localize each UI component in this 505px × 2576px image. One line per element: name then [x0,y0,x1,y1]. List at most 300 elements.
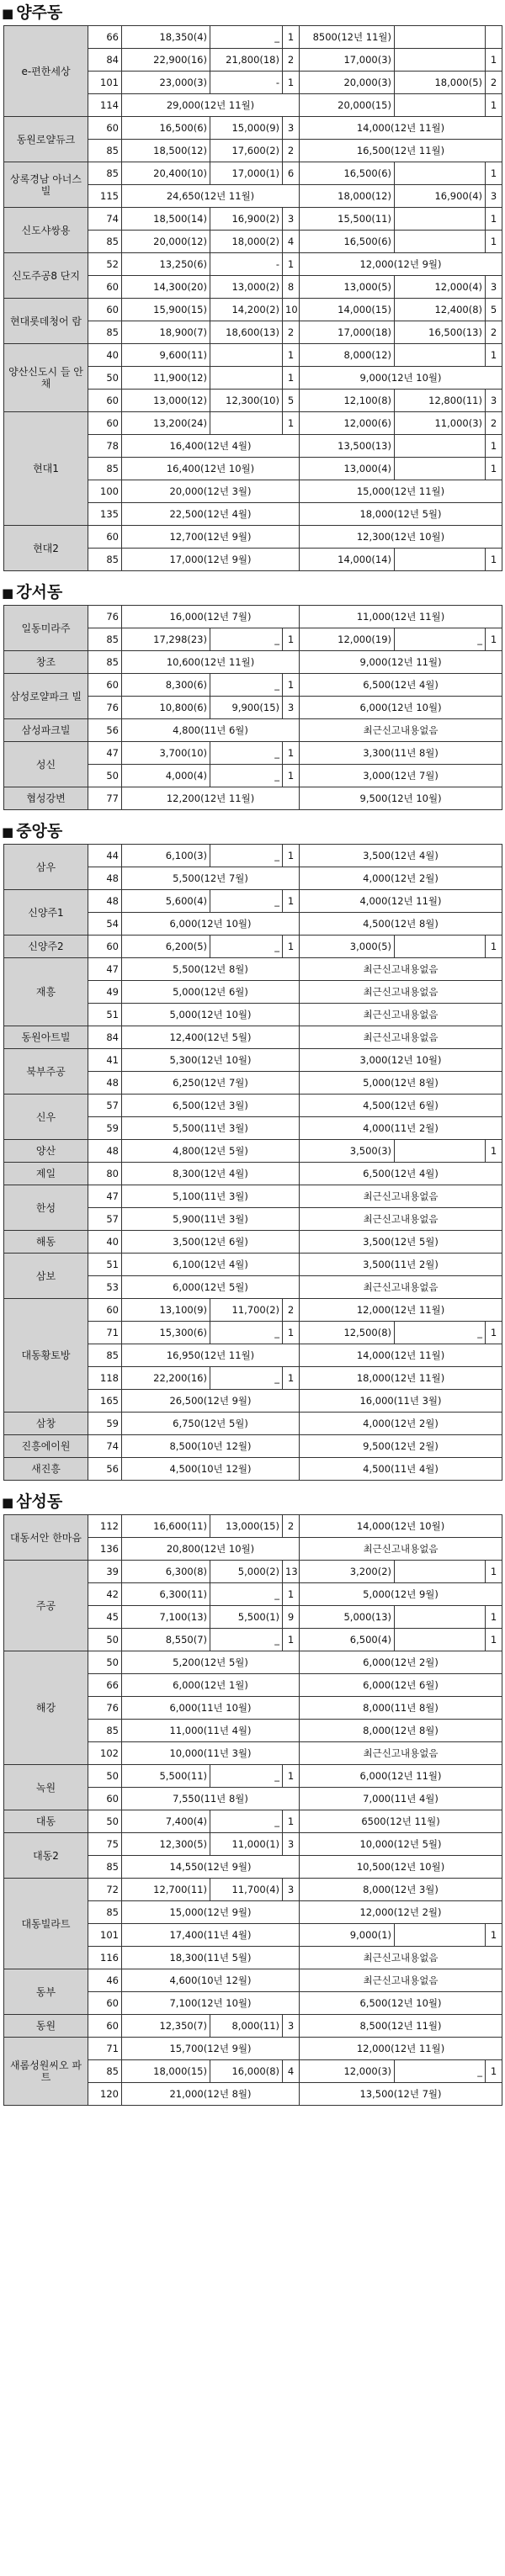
area-cell: 51 [88,1254,122,1276]
jeonse-count: 1 [486,435,502,458]
sale-price-merged: 5,000(12년 6월) [122,981,300,1004]
complex-name: 제일 [4,1163,88,1185]
sale-price-merged: 6,500(12년 3월) [122,1095,300,1117]
jeonse-count [486,26,502,49]
sale-price-high: 3,700(10) [122,742,210,765]
complex-name: 대동황토방 [4,1299,88,1413]
area-cell: 78 [88,435,122,458]
area-cell: 102 [88,1742,122,1765]
area-cell: 60 [88,276,122,299]
sale-price-low: _ [210,1765,283,1788]
section-title [0,580,505,605]
area-cell: 60 [88,1299,122,1322]
sale-price-low: 11,700(4) [210,1879,283,1901]
sale-price-low: _ [210,1810,283,1833]
jeonse-price-merged: 8,000(12년 3월) [300,1879,502,1901]
area-cell: 84 [88,49,122,72]
sale-price-high: 14,300(20) [122,276,210,299]
sale-price-low: 17,000(1) [210,162,283,185]
jeonse-price-merged: 3,500(11년 2월) [300,1254,502,1276]
jeonse-price-low [395,94,486,117]
sale-count: 1 [283,1629,300,1651]
jeonse-price-merged: 12,000(12년 9월) [300,253,502,276]
jeonse-price-merged: 10,000(12년 5월) [300,1833,502,1856]
sale-price-high: 6,200(5) [122,936,210,958]
sale-price-high: 13,100(9) [122,1299,210,1322]
jeonse-price-low [395,49,486,72]
area-cell: 40 [88,344,122,367]
table-row [4,253,502,276]
area-cell: 60 [88,1992,122,2015]
table-row [4,845,502,867]
area-cell: 50 [88,1651,122,1674]
sale-price-merged: 7,550(11년 8월) [122,1788,300,1810]
sale-price-merged: 6,750(12년 5월) [122,1413,300,1435]
jeonse-price-merged: 3,000(12년 10월) [300,1049,502,1072]
complex-name: 북부주공 [4,1049,88,1095]
sale-price-merged: 5,500(11년 3월) [122,1117,300,1140]
sale-price-low: 5,000(2) [210,1561,283,1583]
area-cell: 50 [88,1765,122,1788]
complex-name: e-편한세상 [4,26,88,117]
jeonse-price-merged: 최근신고내용없음 [300,981,502,1004]
jeonse-price-low [395,344,486,367]
jeonse-price-merged: 9,500(12년 2월) [300,1435,502,1458]
table-row [4,344,502,367]
complex-name: 새진흥 [4,1458,88,1481]
sale-price-merged: 12,700(12년 9월) [122,526,300,549]
area-cell: 57 [88,1095,122,1117]
sale-price-high: 12,350(7) [122,2015,210,2038]
table-row [4,742,502,765]
table-row [4,1140,502,1163]
jeonse-price-high: 3,000(5) [300,936,395,958]
sale-price-merged: 12,200(12년 11월) [122,787,300,810]
complex-name: 일동미라주 [4,606,88,651]
sale-price-high: 18,500(14) [122,208,210,231]
area-cell: 72 [88,1879,122,1901]
area-cell: 85 [88,162,122,185]
sale-count: 1 [283,1367,300,1390]
sale-price-low: _ [210,890,283,913]
sale-price-merged: 5,500(12년 8월) [122,958,300,981]
jeonse-count: 1 [486,1606,502,1629]
jeonse-price-merged: 14,000(12년 11월) [300,1344,502,1367]
sale-count: 1 [283,1810,300,1833]
area-cell: 85 [88,628,122,651]
sale-price-low: _ [210,936,283,958]
area-cell: 85 [88,1344,122,1367]
sale-count: 4 [283,231,300,253]
table-row [4,1879,502,1901]
jeonse-count: 2 [486,412,502,435]
sale-price-low: 13,000(2) [210,276,283,299]
sale-count: 1 [283,742,300,765]
sale-price-merged: 14,550(12년 9월) [122,1856,300,1879]
sale-count: 1 [283,890,300,913]
complex-name: 대동 [4,1810,88,1833]
sale-price-high: 16,500(6) [122,117,210,140]
square-bullet-icon: ■ [2,6,14,21]
table-row [4,1651,502,1674]
jeonse-price-merged: 최근신고내용없음 [300,1004,502,1026]
jeonse-price-low [395,208,486,231]
jeonse-price-merged: 최근신고내용없음 [300,1538,502,1561]
sale-count: 2 [283,321,300,344]
sale-price-merged: 17,400(11년 4월) [122,1924,300,1947]
jeonse-count: 1 [486,936,502,958]
area-cell: 39 [88,1561,122,1583]
jeonse-price-merged: 최근신고내용없음 [300,1185,502,1208]
sale-price-low: 16,900(2) [210,208,283,231]
table-row [4,1049,502,1072]
sale-count: 1 [283,674,300,697]
sale-price-high: 13,200(24) [122,412,210,435]
jeonse-price-high: 16,500(6) [300,231,395,253]
jeonse-price-merged: 12,000(12년 2월) [300,1901,502,1924]
area-cell: 112 [88,1515,122,1538]
jeonse-price-merged: 18,000(12년 11월) [300,1367,502,1390]
sale-price-low: _ [210,26,283,49]
jeonse-price-merged: 6,000(12년 11월) [300,1765,502,1788]
table-row [4,1095,502,1117]
jeonse-price-high: 3,200(2) [300,1561,395,1583]
sale-price-high: 18,500(12) [122,140,210,162]
sale-count: 5 [283,390,300,412]
sale-price-merged: 8,500(10년 12월) [122,1435,300,1458]
sale-count: 2 [283,49,300,72]
sale-price-high: 9,600(11) [122,344,210,367]
sale-price-high: 17,298(23) [122,628,210,651]
jeonse-price-merged: 최근신고내용없음 [300,958,502,981]
area-cell: 115 [88,185,122,208]
sale-price-high: 15,900(15) [122,299,210,321]
jeonse-price-low [395,1140,486,1163]
area-cell: 60 [88,674,122,697]
table-row [4,787,502,810]
table-row [4,1299,502,1322]
jeonse-price-low: 12,400(8) [395,299,486,321]
sale-count: 2 [283,140,300,162]
area-cell: 85 [88,458,122,480]
jeonse-price-low [395,458,486,480]
area-cell: 60 [88,2015,122,2038]
sale-count: 8 [283,276,300,299]
sale-count: 10 [283,299,300,321]
sale-price-high: 20,400(10) [122,162,210,185]
jeonse-price-high: 20,000(15) [300,94,395,117]
sale-price-high: 22,200(16) [122,1367,210,1390]
sale-count: 1 [283,1765,300,1788]
jeonse-price-merged: 5,000(12년 8월) [300,1072,502,1095]
jeonse-count: 1 [486,1629,502,1651]
jeonse-price-high: 12,500(8) [300,1322,395,1344]
table-row [4,1231,502,1254]
sale-price-merged: 5,500(12년 7월) [122,867,300,890]
section-title [0,0,505,25]
jeonse-price-high: 12,000(6) [300,412,395,435]
area-cell: 71 [88,2038,122,2060]
jeonse-count: 2 [486,72,502,94]
jeonse-count: 1 [486,549,502,571]
sale-price-high: 6,300(11) [122,1583,210,1606]
jeonse-count: 1 [486,49,502,72]
section-1 [0,0,505,571]
complex-name: 신도샤쌍용 [4,208,88,253]
sale-price-high: 5,500(11) [122,1765,210,1788]
sale-price-merged: 17,000(12년 9월) [122,549,300,571]
area-cell: 77 [88,787,122,810]
jeonse-price-low: _ [395,628,486,651]
jeonse-price-low: 12,000(4) [395,276,486,299]
sale-price-high: 16,600(11) [122,1515,210,1538]
table-row [4,674,502,697]
complex-name: 양산신도시 들 안채 [4,344,88,412]
area-cell: 49 [88,981,122,1004]
jeonse-price-merged: 최근신고내용없음 [300,1026,502,1049]
area-cell: 100 [88,480,122,503]
area-cell: 85 [88,140,122,162]
sale-count: 3 [283,117,300,140]
jeonse-price-high: 8500(12년 11월) [300,26,395,49]
jeonse-price-merged: 6,000(12년 2월) [300,1651,502,1674]
sale-count: 1 [283,936,300,958]
jeonse-price-merged: 4,500(11년 4월) [300,1458,502,1481]
sale-price-high: 18,000(15) [122,2060,210,2083]
complex-name: 삼창 [4,1413,88,1435]
complex-name: 상록경남 아너스빌 [4,162,88,208]
sale-price-high: 12,700(11) [122,1879,210,1901]
sale-price-merged: 16,950(12년 11월) [122,1344,300,1367]
sale-price-low: _ [210,1583,283,1606]
complex-name: 현대2 [4,526,88,571]
sale-price-low: 18,600(13) [210,321,283,344]
table-row [4,1413,502,1435]
section-2 [0,580,505,810]
sale-price-low: _ [210,628,283,651]
jeonse-price-low: 16,900(4) [395,185,486,208]
sale-price-merged: 8,300(12년 4월) [122,1163,300,1185]
jeonse-price-merged: 최근신고내용없음 [300,1742,502,1765]
jeonse-price-merged: 6500(12년 11월) [300,1810,502,1833]
square-bullet-icon: ■ [2,824,14,840]
area-cell: 66 [88,26,122,49]
area-cell: 53 [88,1276,122,1299]
area-cell: 116 [88,1947,122,1969]
sale-price-low: - [210,72,283,94]
area-cell: 48 [88,1072,122,1095]
jeonse-count: 1 [486,1140,502,1163]
complex-name: 동부 [4,1969,88,2015]
jeonse-price-high: 16,500(6) [300,162,395,185]
sale-price-low: 17,600(2) [210,140,283,162]
table-row [4,1435,502,1458]
jeonse-price-high: 6,500(4) [300,1629,395,1651]
area-cell: 85 [88,549,122,571]
table-row [4,162,502,185]
complex-name: 대동서안 한마음 [4,1515,88,1561]
area-cell: 135 [88,503,122,526]
table-row [4,1561,502,1583]
area-cell: 74 [88,1435,122,1458]
area-cell: 85 [88,1901,122,1924]
area-cell: 47 [88,958,122,981]
area-cell: 56 [88,1458,122,1481]
jeonse-price-high: 9,000(1) [300,1924,395,1947]
table-row [4,26,502,49]
sale-price-merged: 18,300(11년 5월) [122,1947,300,1969]
area-cell: 136 [88,1538,122,1561]
complex-name: 해강 [4,1651,88,1765]
jeonse-price-low: _ [395,1322,486,1344]
jeonse-count: 3 [486,185,502,208]
complex-name: 재흥 [4,958,88,1026]
complex-name: 신우 [4,1095,88,1140]
sale-count: 1 [283,1583,300,1606]
sale-count: 2 [283,1299,300,1322]
table-row [4,2015,502,2038]
jeonse-count: 1 [486,1924,502,1947]
area-cell: 120 [88,2083,122,2106]
sale-price-low: _ [210,1367,283,1390]
area-cell: 85 [88,231,122,253]
jeonse-price-merged: 최근신고내용없음 [300,1947,502,1969]
area-cell: 57 [88,1208,122,1231]
sale-price-merged: 16,400(12년 10월) [122,458,300,480]
sale-price-merged: 6,000(12년 1월) [122,1674,300,1697]
table-row [4,1163,502,1185]
area-cell: 41 [88,1049,122,1072]
jeonse-price-low [395,1561,486,1583]
table-row [4,526,502,549]
section-title-text: 강서동 [16,583,63,602]
jeonse-count: 1 [486,231,502,253]
area-cell: 85 [88,2060,122,2083]
sale-price-low: 16,000(8) [210,2060,283,2083]
sale-count: 1 [283,344,300,367]
sale-price-high: 12,300(5) [122,1833,210,1856]
jeonse-price-low: 12,800(11) [395,390,486,412]
jeonse-price-merged: 5,000(12년 9월) [300,1583,502,1606]
sale-price-merged: 5,300(12년 10월) [122,1049,300,1072]
sale-count: 6 [283,162,300,185]
area-cell: 44 [88,845,122,867]
table-row [4,1185,502,1208]
jeonse-price-high: 17,000(3) [300,49,395,72]
sale-count: 3 [283,1879,300,1901]
area-cell: 50 [88,367,122,390]
complex-name: 새롬성원씨오 파트 [4,2038,88,2106]
sale-price-merged: 5,900(11년 3월) [122,1208,300,1231]
jeonse-price-high: 13,000(4) [300,458,395,480]
jeonse-price-low: 11,000(3) [395,412,486,435]
section-title-text: 중앙동 [16,822,63,840]
jeonse-price-merged: 3,500(12년 4월) [300,845,502,867]
jeonse-price-high: 20,000(3) [300,72,395,94]
jeonse-price-high: 8,000(12) [300,344,395,367]
jeonse-count: 3 [486,276,502,299]
jeonse-price-high: 12,100(8) [300,390,395,412]
sale-count: 1 [283,765,300,787]
jeonse-price-merged: 14,000(12년 10월) [300,1515,502,1538]
jeonse-price-merged: 10,500(12년 10월) [300,1856,502,1879]
sale-price-low: 8,000(11) [210,2015,283,2038]
complex-name: 신양주2 [4,936,88,958]
section-title [0,819,505,844]
sale-count: 1 [283,72,300,94]
sale-price-low: 18,000(2) [210,231,283,253]
sale-price-merged: 5,200(12년 5월) [122,1651,300,1674]
complex-name: 삼성로얄파크 빌 [4,674,88,719]
sale-price-low: 12,300(10) [210,390,283,412]
sale-price-low: 14,200(2) [210,299,283,321]
sale-count: 1 [283,26,300,49]
jeonse-price-merged: 3,000(12년 7월) [300,765,502,787]
table-row [4,299,502,321]
table-row [4,208,502,231]
sale-price-high: 7,400(4) [122,1810,210,1833]
jeonse-price-merged: 8,500(12년 11월) [300,2015,502,2038]
jeonse-price-merged: 12,000(12년 11월) [300,2038,502,2060]
jeonse-price-merged: 3,500(12년 5월) [300,1231,502,1254]
sale-price-merged: 7,100(12년 10월) [122,1992,300,2015]
sale-price-low: _ [210,1322,283,1344]
table-row [4,1810,502,1833]
area-cell: 51 [88,1004,122,1026]
area-cell: 76 [88,697,122,719]
jeonse-price-merged: 6,500(12년 10월) [300,1992,502,2015]
sale-price-low: 11,700(2) [210,1299,283,1322]
area-cell: 60 [88,117,122,140]
sale-price-merged: 3,500(12년 6월) [122,1231,300,1254]
jeonse-price-low: 16,500(13) [395,321,486,344]
jeonse-count: 5 [486,299,502,321]
sale-price-merged: 5,100(11년 3월) [122,1185,300,1208]
complex-name: 동원아트빌 [4,1026,88,1049]
sale-count: 1 [283,253,300,276]
sale-count: 1 [283,845,300,867]
area-cell: 50 [88,765,122,787]
sale-price-merged: 21,000(12년 8월) [122,2083,300,2106]
jeonse-count: 1 [486,208,502,231]
section-title-text: 양주동 [16,3,63,22]
jeonse-price-merged: 6,000(12년 10월) [300,697,502,719]
complex-name: 동원로얄듀크 [4,117,88,162]
sale-price-low: _ [210,765,283,787]
jeonse-price-merged: 9,500(12년 10월) [300,787,502,810]
sale-price-merged: 29,000(12년 11월) [122,94,300,117]
complex-name: 삼성파크빌 [4,719,88,742]
jeonse-price-low [395,1924,486,1947]
sale-count: 1 [283,367,300,390]
section-3 [0,819,505,1481]
sale-price-merged: 15,000(12년 9월) [122,1901,300,1924]
jeonse-price-merged: 16,000(11년 3월) [300,1390,502,1413]
table-row [4,606,502,628]
complex-name: 신도주공8 단지 [4,253,88,299]
sale-count: 3 [283,1833,300,1856]
sale-count: 13 [283,1561,300,1583]
area-cell: 56 [88,719,122,742]
sale-price-merged: 11,000(11년 4월) [122,1720,300,1742]
jeonse-count: 3 [486,390,502,412]
jeonse-price-low [395,936,486,958]
sale-price-merged: 6,000(12년 10월) [122,913,300,936]
sale-price-merged: 6,000(12년 5월) [122,1276,300,1299]
jeonse-price-high: 12,000(3) [300,2060,395,2083]
table-row [4,1458,502,1481]
area-cell: 84 [88,1026,122,1049]
